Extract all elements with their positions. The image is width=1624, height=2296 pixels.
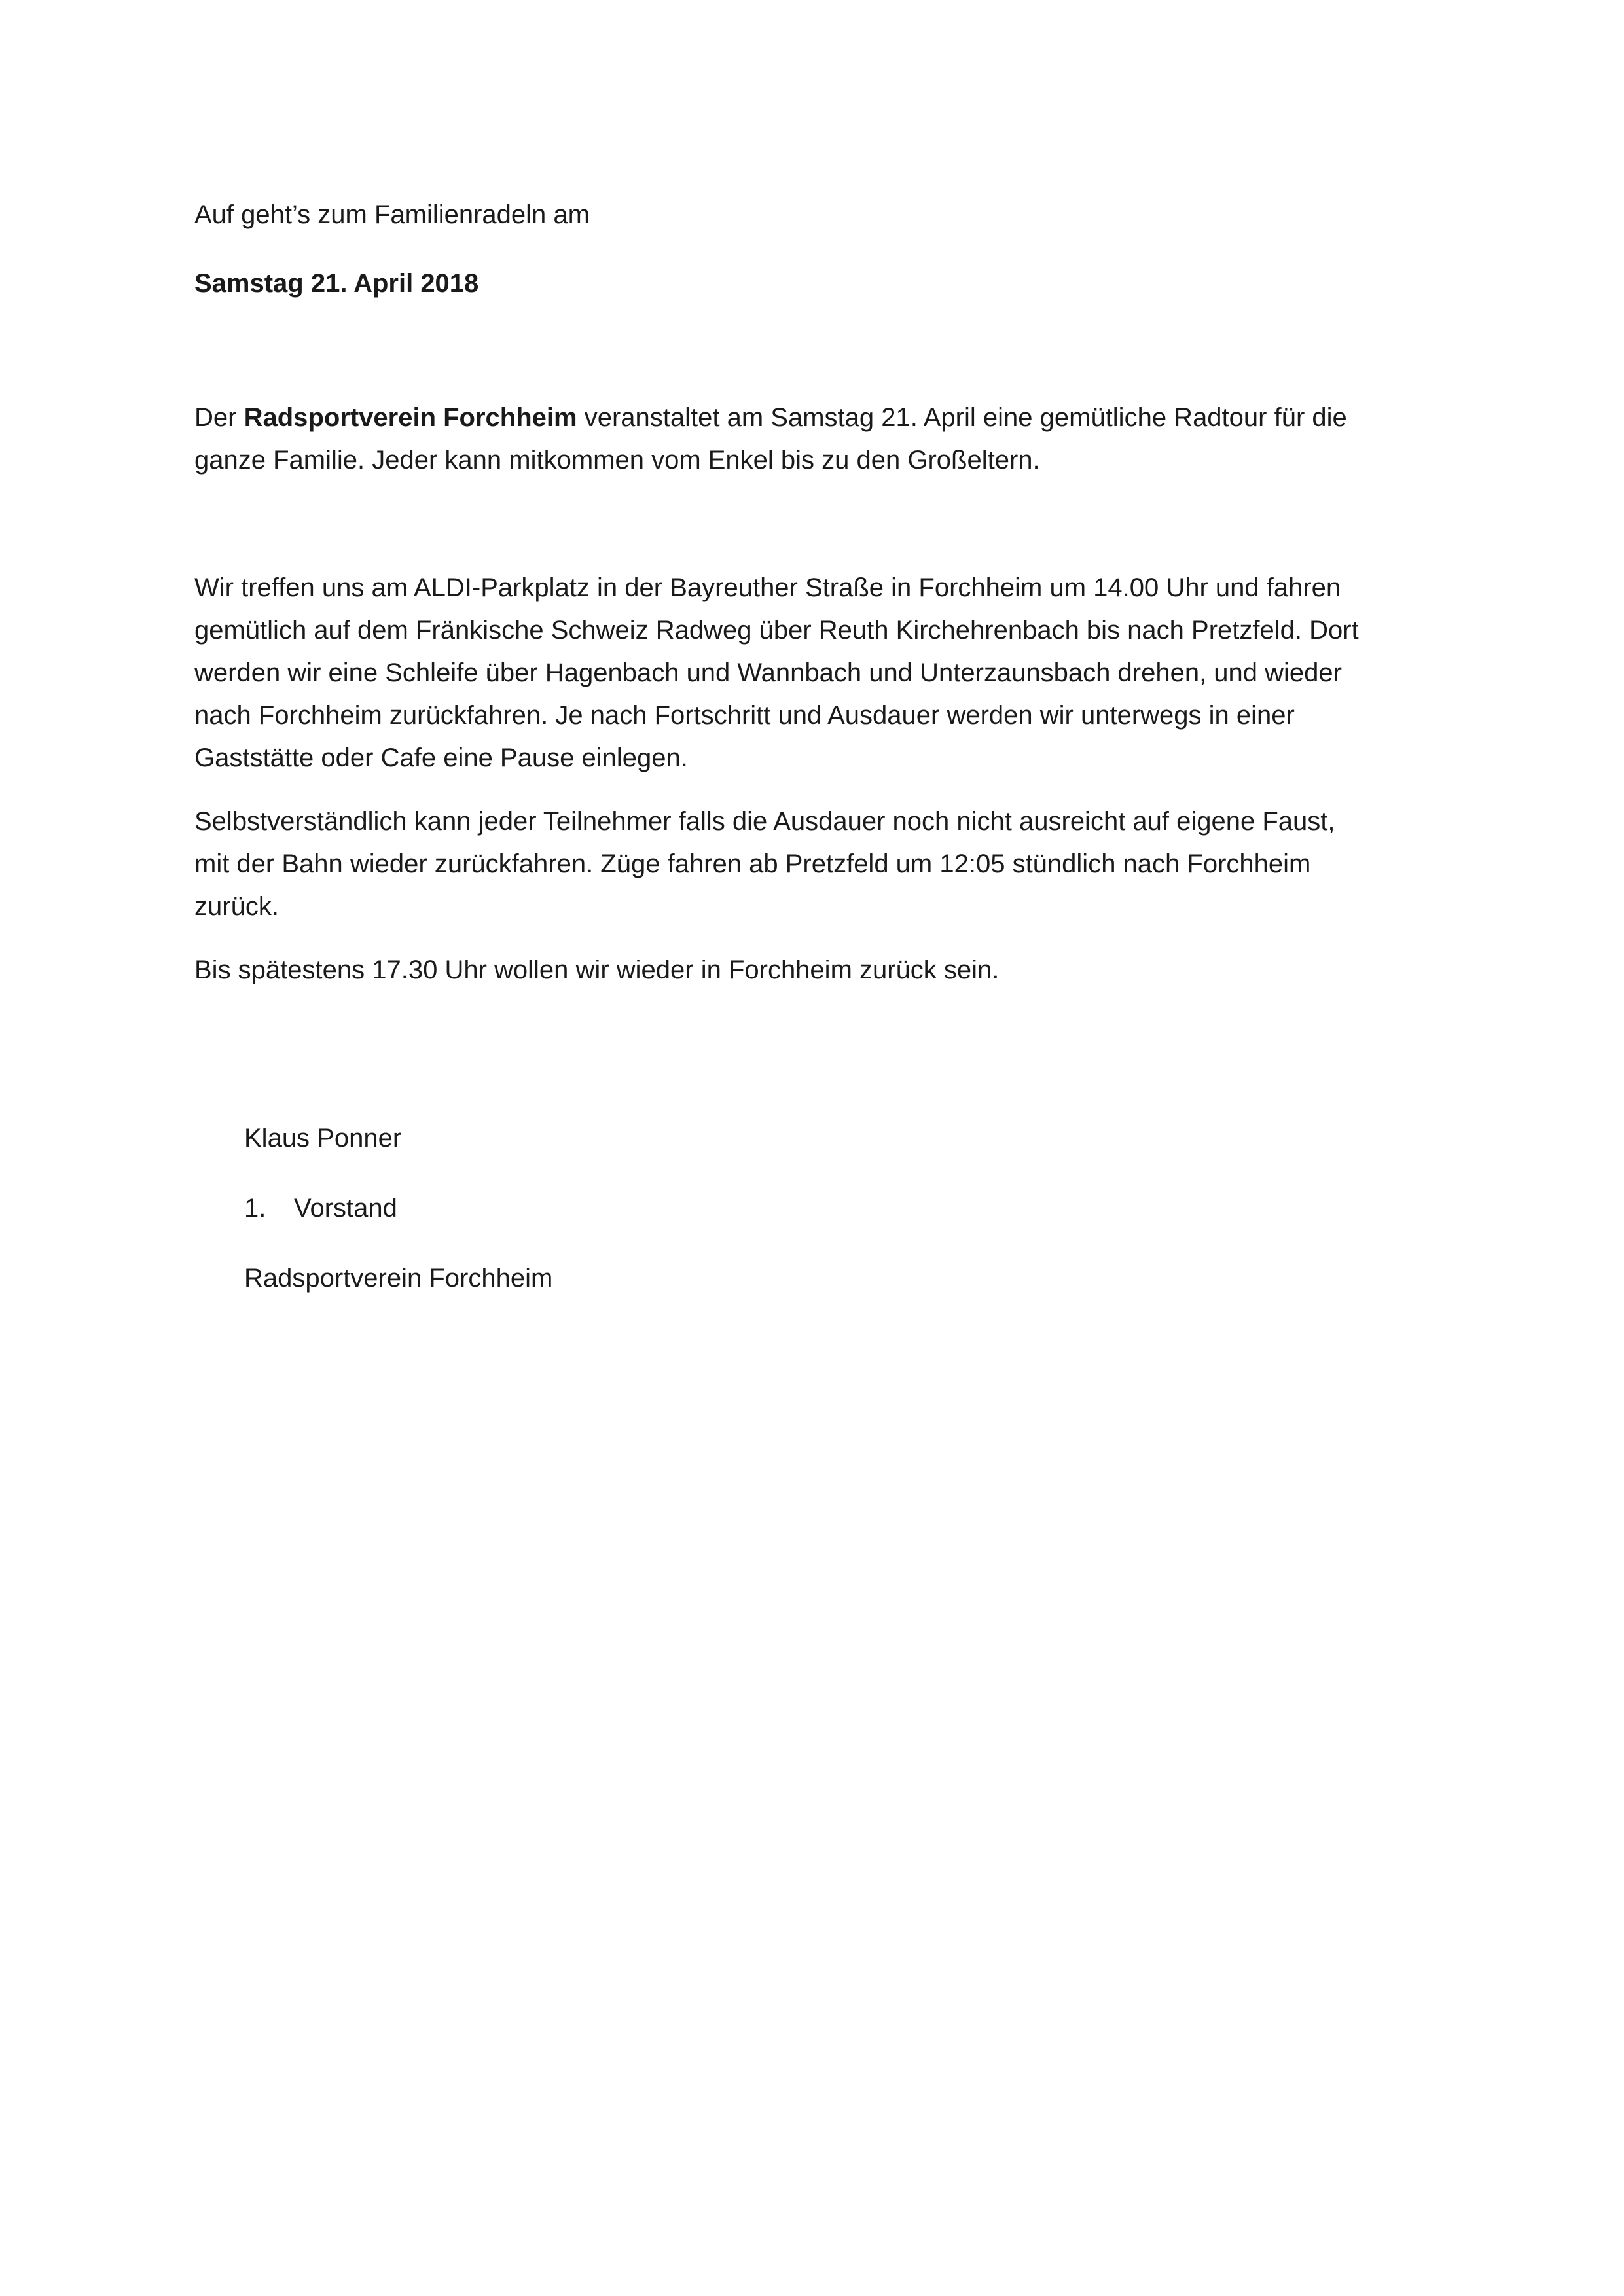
- signature-name: Klaus Ponner: [244, 1124, 402, 1153]
- list-number: 1.: [244, 1194, 266, 1223]
- signature-role: [244, 1187, 552, 1230]
- text-fragment: Der: [194, 403, 244, 432]
- text-fragment: veranstaltet am Samstag 21. April eine gemütliche Radtour für die: [577, 403, 1347, 432]
- organization-name-bold: Radsportverein Forchheim: [244, 403, 577, 432]
- paragraph-line: zurück.: [194, 892, 279, 921]
- date-heading: Samstag 21. April 2018: [194, 269, 479, 298]
- paragraph-line: Selbstverständlich kann jeder Teilnehmer falls die Ausdauer noch nicht ausreicht auf eigene Faust,: [194, 807, 1335, 836]
- paragraph-line: Gaststätte oder Cafe eine Pause einlegen.: [194, 744, 688, 772]
- paragraph-return-time: Bis spätestens 17.30 Uhr wollen wir wieder in Forchheim zurück sein.: [194, 956, 1000, 984]
- role-label: Vorstand: [294, 1194, 397, 1223]
- intro-line: Auf geht’s zum Familienradeln am: [194, 200, 590, 229]
- signature-block: [244, 1117, 552, 1300]
- paragraph-line: ganze Familie. Jeder kann mitkommen vom Enkel bis zu den Großeltern.: [194, 446, 1040, 475]
- letter-body: [194, 194, 1432, 992]
- paragraph-line: Wir treffen uns am ALDI-Parkplatz in der Bayreuther Straße in Forchheim um 14.00 Uhr und fahren: [194, 573, 1341, 602]
- paragraph-train-return: [194, 800, 1432, 928]
- paragraph-line: werden wir eine Schleife über Hagenbach und Wannbach und Unterzaunsbach drehen, und wieder: [194, 658, 1342, 687]
- paragraph-line: nach Forchheim zurückfahren. Je nach Fortschritt und Ausdauer werden wir unterwegs in einer: [194, 701, 1295, 730]
- paragraph-line: gemütlich auf dem Fränkische Schweiz Radweg über Reuth Kirchehrenbach bis nach Pretzfeld. Dort: [194, 616, 1359, 645]
- paragraph-line: [194, 397, 1432, 439]
- paragraph-route: [194, 567, 1432, 780]
- signature-organization: Radsportverein Forchheim: [244, 1264, 553, 1293]
- paragraph-event-description: [194, 397, 1432, 482]
- paragraph-line: mit der Bahn wieder zurückfahren. Züge fahren ab Pretzfeld um 12:05 stündlich nach Forchheim: [194, 850, 1311, 878]
